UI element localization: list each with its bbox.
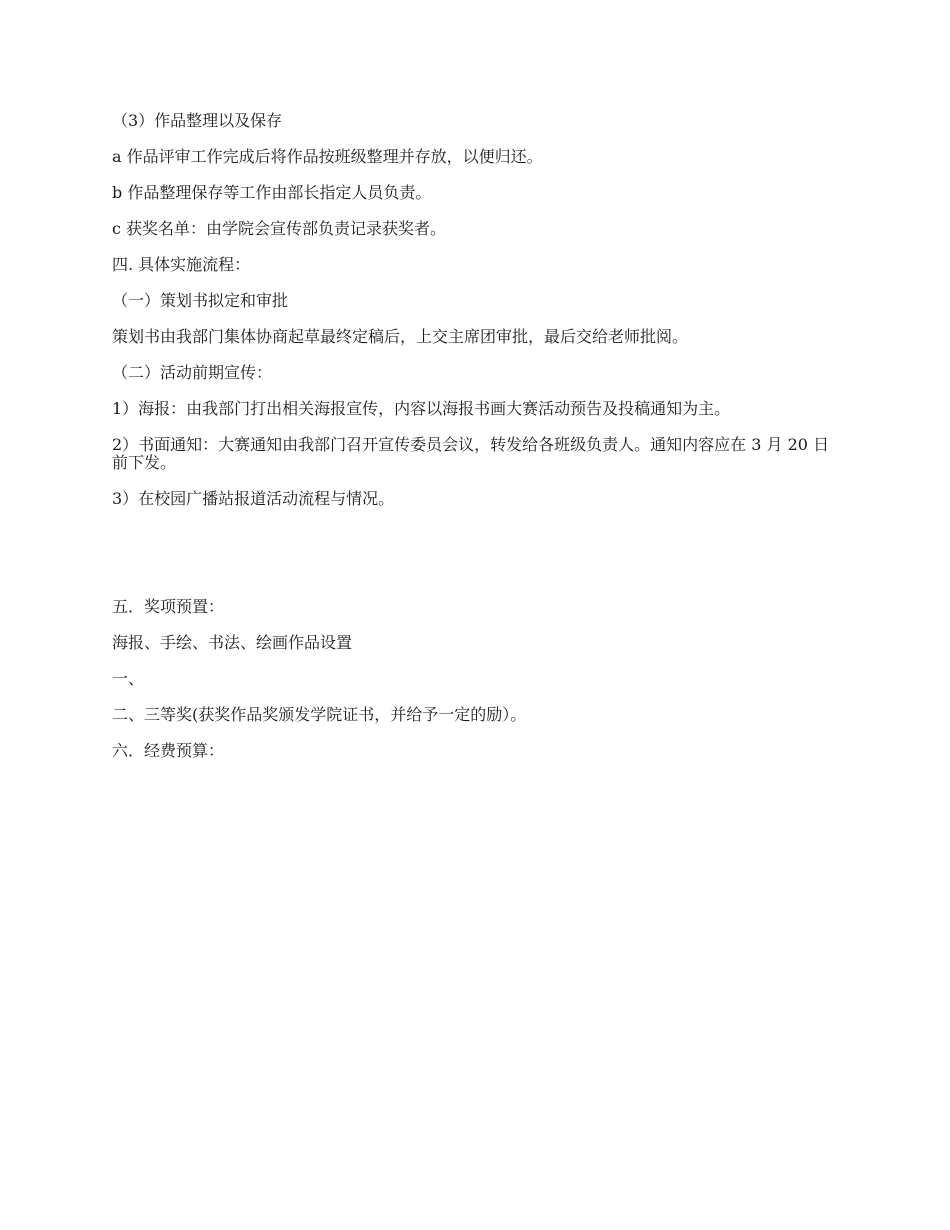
paragraph-first-prize: 一、 — [112, 669, 145, 688]
paragraph-plan-approval: 策划书由我部门集体协商起草最终定稿后，上交主席团审批，最后交给老师批阅。 — [112, 327, 689, 346]
paragraph-item-c: c 获奖名单：由学院会宣传部负责记录获奖者。 — [112, 219, 447, 238]
paragraph-poster: 1）海报：由我部门打出相关海报宣传，内容以海报书画大赛活动预告及投稿通知为主。 — [112, 399, 731, 418]
subheading-early-publicity: （二）活动前期宣传： — [112, 363, 273, 382]
heading-work-organization: （3）作品整理以及保存 — [112, 111, 283, 130]
paragraph-item-b: b 作品整理保存等工作由部长指定人员负责。 — [112, 183, 432, 202]
paragraph-award-categories: 海报、手绘、书法、绘画作品设置 — [112, 633, 353, 652]
paragraph-second-third-prize: 二、三等奖(获奖作品奖颁发学院证书，并给予一定的励）。 — [112, 705, 527, 724]
subheading-plan-approval: （一）策划书拟定和审批 — [112, 291, 289, 310]
document-body — [112, 112, 842, 778]
paragraph-item-a: a 作品评审工作完成后将作品按班级整理并存放，以便归还。 — [112, 147, 543, 166]
heading-implementation-process: 四. 具体实施流程： — [112, 255, 251, 274]
paragraph-written-notice: 2）书面通知：大赛通知由我部门召开宣传委员会议，转发给各班级负责人。通知内容应在 3 月 20 日前下发。 — [112, 435, 830, 472]
blank-space — [112, 526, 842, 598]
heading-budget: 六．经费预算： — [112, 741, 225, 760]
paragraph-radio-report: 3）在校园广播站报道活动流程与情况。 — [112, 489, 395, 508]
heading-award-setup: 五．奖项预置： — [112, 597, 225, 616]
